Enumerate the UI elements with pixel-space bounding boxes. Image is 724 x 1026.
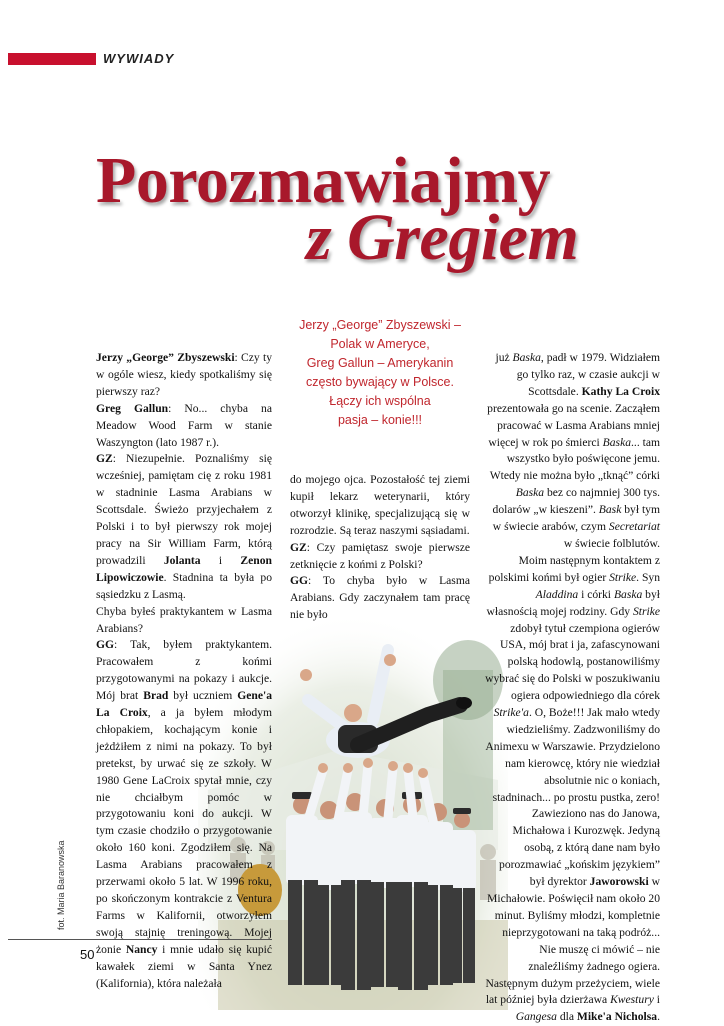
paragraph [96,350,272,401]
speaker-name: GG [290,574,309,588]
paragraph [96,451,272,603]
section-label: WYWIADY [103,51,175,66]
person-name: Zenon Lipowiczowie [96,553,272,584]
person-name: Nancy [125,942,158,956]
lead-line: pasja – konie!!! [337,413,423,427]
paragraph-text: : Tak, byłem praktykantem. Pracowałem z końmi przygotowanymi na pokazy i aukcje. Mój brat [96,638,272,703]
horse-name: Kwestury [610,993,654,1007]
horse-name: Strike [632,604,660,618]
paragraph-text: : To chyba było w Lasma Arabians. Gdy zaczynałem tam pracę nie było [290,574,470,622]
speaker-name: Jerzy „George” Zbyszewski [96,351,235,364]
lead-line: często bywający w Polsce. [306,375,454,389]
paragraph-text: : Niezupełnie. Poznaliśmy się wcześniej, pamiętam cię z roku 1981 w stadninie Lasma Arabians w Scottsdale. Świeżo przyjechałem z Polski i to był pierwszy rok mojej pracy na Sir William Farm, którą prowadzili [96,452,272,567]
horse-name: Baska [515,486,545,500]
person-name: Mike'a Nicholsa [576,1010,658,1024]
paragraph-text: dla [556,1010,577,1024]
horse-name: Baska [613,587,643,601]
text-column-1 [96,350,272,992]
article-lead [285,316,475,430]
paragraph [484,350,660,553]
lead-line: Polak w Ameryce, [330,337,430,351]
paragraph-text: i [200,553,241,567]
photo-credit: fot. Maria Baranowska [56,840,66,930]
person-name: Brad [143,689,169,703]
text-column-2 [290,472,470,624]
paragraph-text: prezentowała go na scenie. Zacząłem pracować w Lasma Arabians mniej więcej w rok po śmierci [487,401,660,449]
person-name: Kathy La Croix [581,384,660,398]
paragraph-text: , padł w 1979. Widziałem go tylko raz, w czasie aukcji w Scottsdale. [516,351,660,398]
paragraph-text: : No... chyba na Meadow Wood Farm w stanie Waszyngton (lato 1987 r.). [96,401,272,449]
paragraph-text: Następnym dużym przeżyciem, wiele lat później była dzierżawa [485,976,660,1007]
horse-name: Strike'a [493,706,529,720]
paragraph-text: : Czy pamiętasz swoje pierwsze zetknięcie z końmi z Polski? [290,540,470,571]
paragraph-text: i córki [578,587,614,601]
horse-name: Baska [512,351,541,364]
lead-line: Łączy ich wspólna [329,394,431,408]
horse-name: Aladdina [535,587,579,601]
paragraph-text: w świecie folblutów. [563,536,660,550]
paragraph: do mojego ojca. Pozostałość tej ziemi kupił lekarz weterynarii, który otworzył klinikę, specjalizującą się w rozrodzie. Są teraz naszymi sąsiadami. [290,473,470,537]
paragraph-text: był uczniem [168,689,238,703]
person-name: Jolanta [163,553,201,567]
paragraph [290,540,470,574]
paragraph-text: . O, Boże!!! Jak mało wtedy wiedzieliśmy. Zadzwoniliśmy do Animexu w Warszawie. Przydzielono nam kierowcę, który nie wiedział absolutnie nic o koniach, stadninach... po prostu pustka, zero! Zawieziono nas do Janowa, Michałowa i Kurozwęk. Jedyną osobą, z którą dane nam było porozmawiać „końskim językiem” był dyrektor [485,706,660,889]
article-title-line-2: z Gregiem [306,201,579,274]
paragraph-text: , a ja byłem młodym chłopakiem, kochającym konie i jeżdżiłem z nimi na pokazy. To był pretekst, by urwać się ze szkoły. W 1980 Gene LaCroix spytał mnie, czy nie chciałbym pomóc w przygotowaniu koni do aukcji. W tym czasie chodziło o przygotowanie około 160 koni. Zgodziłem się. Na Lasma Arabians pracowałem z przerwami około 5 lat. W 1996 roku, po skończonym kontrakcie z Ventura Farms w Kalifornii, otworzyłem swoją stajnię treningową. Mojej żonie [96,706,272,956]
paragraph [96,401,272,452]
person-name: Jaworowski [589,875,649,889]
text-column-3 [484,350,660,1026]
section-accent-bar [8,53,96,65]
lead-line: Jerzy „George” Zbyszewski – [299,318,461,332]
paragraph-text: . Stadnina ta była po sąsiedzku z Lasmą. [96,570,272,601]
paragraph-text: był tym w świecie arabów, czym [492,503,660,534]
paragraph: Chyba byłeś praktykantem w Lasma Arabians? [96,604,272,635]
person-name: Gene'a La Croix [96,689,272,720]
horse-name: Baska [602,435,632,449]
footer-rule [8,939,272,940]
paragraph-text: już [495,351,513,364]
horse-name: Secretariat [608,520,660,534]
paragraph [484,976,660,1026]
horse-name: Gangesa [515,1010,557,1024]
paragraph [484,553,660,976]
speaker-name: GZ [290,540,307,554]
paragraph-text: zdobył tytuł czempiona ogierów USA, mój brat i ja, zafascynowani polską hodowlą, postanowiliśmy wybrać się do Polski w poszukiwaniu ogiera odpowiedniego dla córek [485,621,660,703]
paragraph-text: . Syn [636,570,660,584]
page-number: 50 [80,947,95,962]
paragraph-text: był własnością mojej rodziny. Gdy [486,587,660,618]
horse-name: Bask [598,503,622,517]
paragraph-text: w Michałowie. Poświęcił nam około 20 minut. Byliśmy młodzi, kompletnie nieprzygotowani na taką podróż... Nie muszę ci mówić – nie znaleźliśmy żadnego ogiera. [487,875,660,973]
paragraph [290,573,470,624]
speaker-name: GZ [96,452,113,466]
speaker-name: GG [96,638,115,652]
paragraph-text: : Czy ty w ogóle wiesz, kiedy spotkaliśmy się pierwszy raz? [96,351,272,398]
lead-line: Greg Gallun – Amerykanin [306,356,454,370]
horse-name: Strike [609,570,637,584]
speaker-name: Greg Gallun [96,401,169,415]
paragraph-text: i [653,993,660,1007]
paragraph-text: i mnie udało się kupić kawałek ziemi w Santa Ynez (Kalifornia), która należała [96,942,272,990]
paragraph-text: ... tam wszystko było poświęcone jemu. Wtedy nie można było „tknąć” córki [489,435,660,483]
article-title-line-1: Porozmawiajmy [96,144,551,217]
paragraph-text: bez co najmniej 300 tys. dolarów „w kieszeni”. [492,486,660,517]
paragraph-text: . [657,1010,660,1024]
paragraph-text: Moim następnym kontaktem z polskimi końmi był ogier [488,553,660,584]
